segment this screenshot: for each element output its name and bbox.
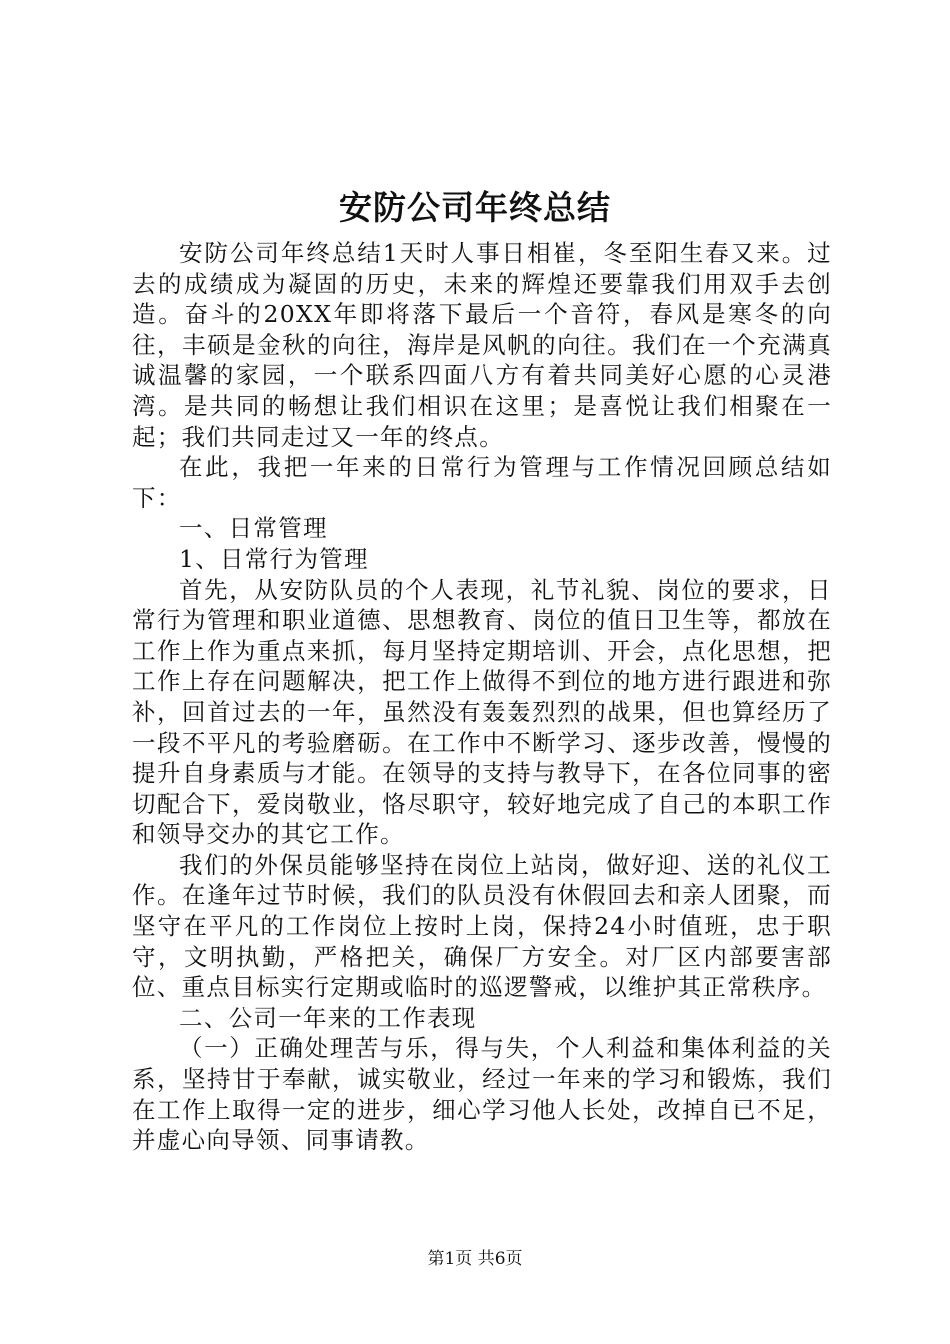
document-body xyxy=(132,238,832,1156)
paragraph-performance: （一）正确处理苦与乐，得与失，个人利益和集体利益的关系，坚持甘于奉献，诚实敬业，经过一年来的学习和锻炼，我们在工作上取得一定的进步，细心学习他人长处，改掉自已不足，并虚心向导领、同事请教。 xyxy=(132,1034,832,1155)
paragraph-behavior: 首先，从安防队员的个人表现，礼节礼貌、岗位的要求，日常行为管理和职业道德、思想教育、岗位的值日卫生等，都放在工作上作为重点来抓，每月坚持定期培训、开会，点化思想，把工作上存在问题解决，把工作上做得不到位的地方进行跟进和弥补，回首过去的一年，虽然没有轰轰烈烈的战果，但也算经历了一段不平凡的考验磨砺。在工作中不断学习、逐步改善，慢慢的提升自身素质与才能。在领导的支持与教导下，在各位同事的密切配合下，爱岗敬业，恪尽职守，较好地完成了自己的本职工作和领导交办的其它工作。 xyxy=(132,575,832,849)
section-heading-performance: 二、公司一年来的工作表现 xyxy=(179,1003,477,1032)
section-heading-daily-management: 一、日常管理 xyxy=(179,514,328,543)
paragraph-guards: 我们的外保员能够坚持在岗位上站岗，做好迎、送的礼仪工作。在逢年过节时候，我们的队员没有休假回去和亲人团聚，而坚守在平凡的工作岗位上按时上岗，保持24小时值班，忠于职守，文明执勤，严格把关，确保厂方安全。对厂区内部要害部位、重点目标实行定期或临时的巡逻警戒，以维护其正常秩序。 xyxy=(132,850,832,1002)
page-footer: 第1页 共6页 xyxy=(427,1249,523,1269)
subsection-heading-behavior-management: 1、日常行为管理 xyxy=(179,544,369,573)
paragraph-review: 在此，我把一年来的日常行为管理与工作情况回顾总结如下： xyxy=(132,453,832,512)
paragraph-intro: 安防公司年终总结1天时人事日相崔，冬至阳生春又来。过去的成绩成为凝固的历史，未来的辉煌还要靠我们用双手去创造。奋斗的20XX年即将落下最后一个音符，春风是寒冬的向往，丰硕是金秋的向往，海岸是风帆的向往。我们在一个充满真诚温馨的家园，一个联系四面八方有着共同美好心愿的心灵港湾。是共同的畅想让我们相识在这里；是喜悦让我们相聚在一起；我们共同走过又一年的终点。 xyxy=(132,239,832,451)
document-title: 安防公司年终总结 xyxy=(339,188,611,227)
